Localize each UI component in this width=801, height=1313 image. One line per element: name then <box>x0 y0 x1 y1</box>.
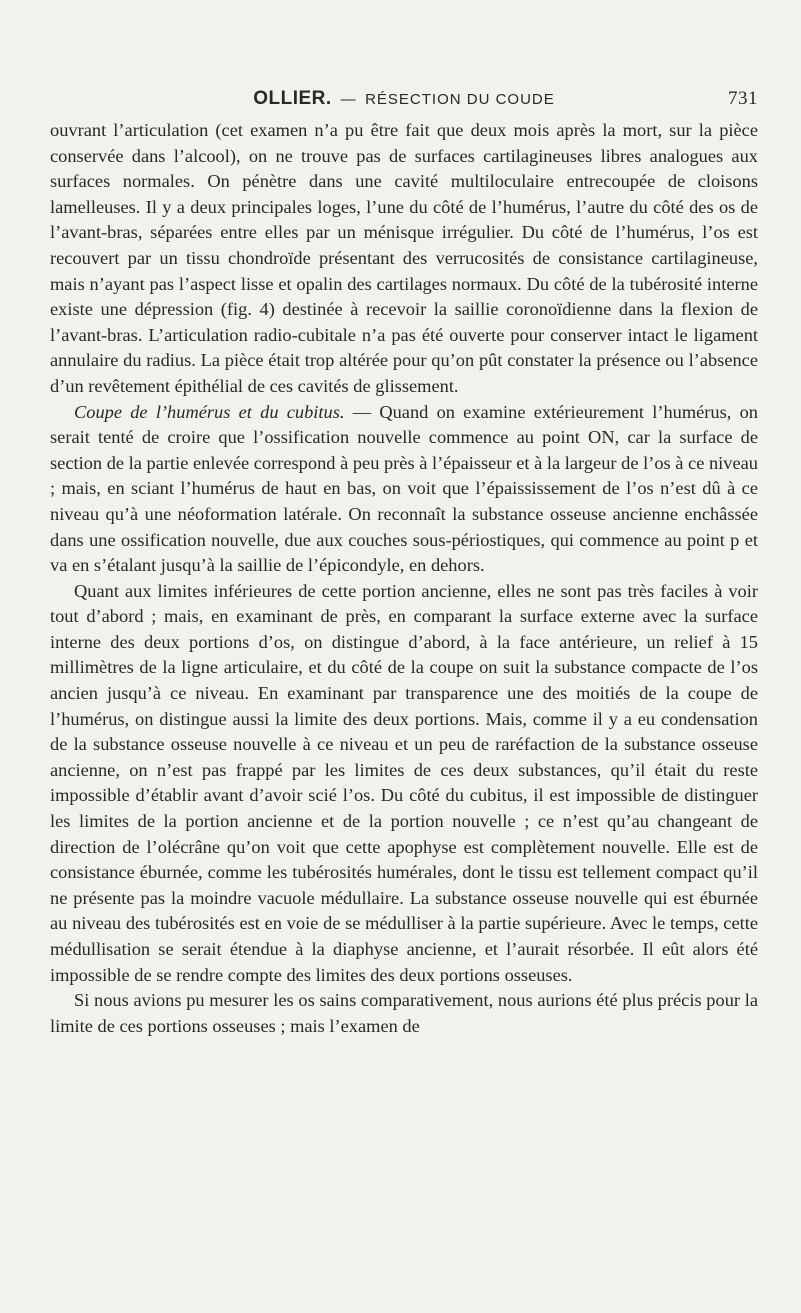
paragraph-3-text: Quant aux limites inférieures de cette portion ancienne, elles ne sont pas très faciles à voir tout d’abord ; mais, en examinant de près, en comparant la surface externe avec la surface interne des deux portions d’os, on distingue d’abord, à la face antérieure, un relief à 15 millimètres de la ligne articulaire, et du côté de la coupe on suit la substance compacte de l’os ancien jusqu’à ce niveau. En examinant par transparence une des moitiés de la coupe de l’humérus, on distingue aussi la limite des deux portions. Mais, comme il y a eu condensation de la substance osseuse nouvelle à ce niveau et un peu de raréfaction de la substance osseuse ancienne, on n’est pas frappé par les limites de ces deux substances, qu’il était du reste impossible d’établir avant d’avoir scié l’os. Du côté du cubitus, il est impossible de distinguer les limites de la portion ancienne et de la portion nouvelle ; ce n’est qu’au changeant de direction de l’olécrâne qu’on voit que cette apophyse est complètement nouvelle. Elle est de consistance éburnée, comme les tubérosités humérales, dont le tissu est tellement compact qu’il ne présente pas la moindre vacuole médullaire. La substance osseuse nouvelle qui est éburnée au niveau des tubérosités est en voie de se médulliser à la partie supérieure. Avec le temps, cette médullisation se serait étendue à la diaphyse ancienne, et l’aurait résorbée. Il eût alors été impossible de se rendre compte des limites des deux portions osseuses. <box>50 580 758 985</box>
header-author: OLLIER. <box>253 88 332 109</box>
paragraph-1 <box>50 118 758 400</box>
paragraph-2-text: — Quand on examine extérieurement l’humérus, on serait tenté de croire que l’ossification nouvelle commence au point ON, car la surface de section de la partie enlevée correspond à peu près à l’épaisseur et à la largeur de l’os à ce niveau ; mais, en sciant l’humérus de haut en bas, on voit que l’épaississement de l’os n’est dû à ce niveau qu’à une néoformation latérale. On reconnaît la substance osseuse ancienne enchâssée dans une ossification nouvelle, due aux couches sous-périostiques, qui commence au point p et va en s’étalant jusqu’à la saillie de l’épicondyle, en dehors. <box>50 401 758 576</box>
header-separator: — <box>340 91 357 108</box>
paragraph-2 <box>50 400 758 579</box>
paragraph-3 <box>50 579 758 989</box>
header-section-title: RÉSECTION DU COUDE <box>365 91 555 108</box>
paragraph-1-text: ouvrant l’articulation (cet examen n’a pu être fait que deux mois après la mort, sur la pièce conservée dans l’alcool), on ne trouve pas de surfaces cartilagineuses libres analogues aux surfaces normales. On pénètre dans une cavité multiloculaire entrecoupée de cloisons lamelleuses. Il y a deux principales loges, l’une du côté de l’humérus, l’autre du côté des os de l’avant-bras, séparées entre elles par un ménisque irrégulier. Du côté de l’humérus, l’os est recouvert par un tissu chondroïde présentant des verrucosités de consistance cartilagineuse, mais n’ayant pas l’aspect lisse et opalin des cartilages normaux. Du côté de la tubérosité interne existe une dépression (fig. 4) destinée à recevoir la saillie coronoïdienne dans la flexion de l’avant-bras. L’articulation radio-cubitale n’a pas été ouverte pour conserver intact le ligament annulaire du radius. La pièce était trop altérée pour qu’on pût constater la présence ou l’absence d’un revêtement épithélial de ces cavités de glissement. <box>50 120 758 396</box>
paragraph-2-lead: Coupe de l’humérus et du cubitus. <box>74 401 345 422</box>
paragraph-4-text: Si nous avions pu mesurer les os sains comparativement, nous aurions été plus précis pour la limite de ces portions osseuses ; mais l’examen de <box>50 990 758 1036</box>
paragraph-4 <box>50 988 758 1039</box>
book-page <box>50 88 758 1039</box>
page-number: 731 <box>728 88 758 109</box>
running-header <box>50 88 758 118</box>
body-text <box>50 118 758 1039</box>
